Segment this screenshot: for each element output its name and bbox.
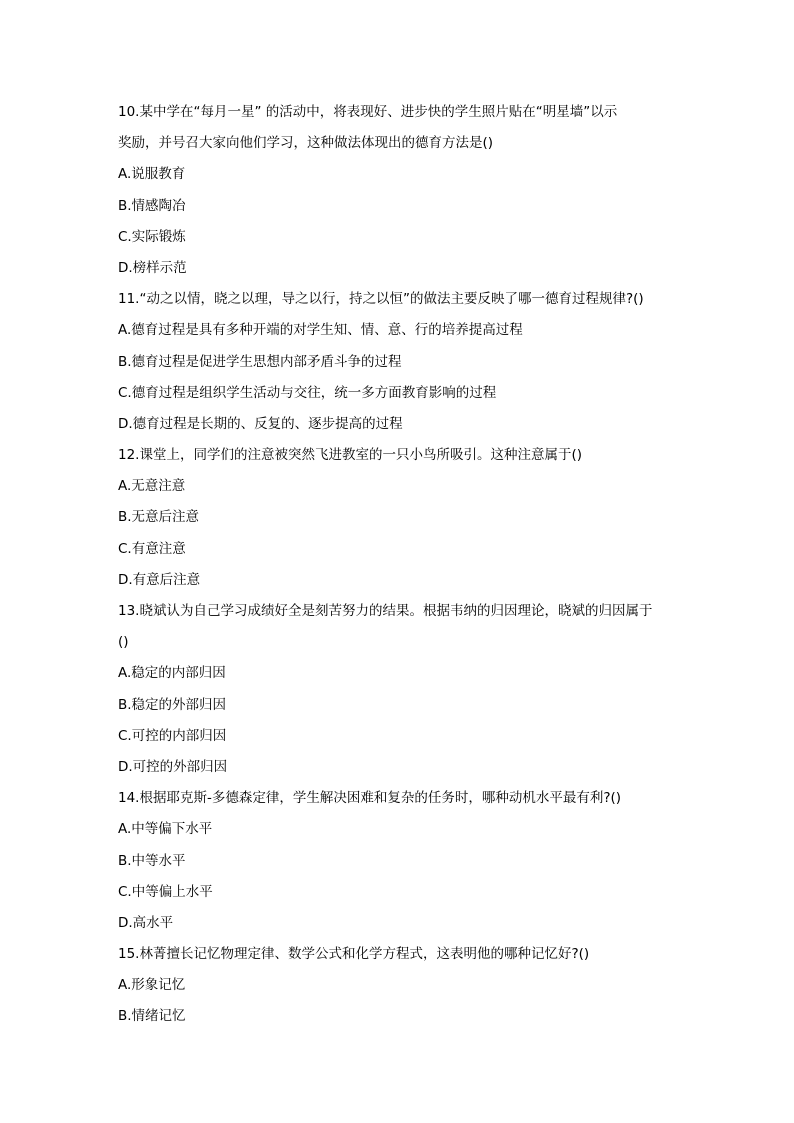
option-c: C.中等偏上水平 [118,883,213,900]
question-stem: 15.林菁擅长记忆物理定律、数学公式和化学方程式，这表明他的哪种记忆好?() [118,946,590,963]
option-a: A.德育过程是具有多种开端的对学生知、情、意、行的培养提高过程 [118,322,523,339]
question-stem: 14.根据耶克斯-多德森定律，学生解决困难和复杂的任务时，哪种动机水平最有利?() [118,790,622,807]
option-d: D.有意后注意 [118,571,201,588]
option-b: B.情绪记忆 [118,1008,186,1025]
question-10 [118,97,688,284]
option-d: D.榜样示范 [118,259,187,276]
question-stem: 13.晓斌认为自己学习成绩好全是刻苦努力的结果。根据韦纳的归因理论，晓斌的归因属于 [118,603,653,619]
option-a: A.形象记忆 [118,977,186,994]
option-d: D.高水平 [118,914,174,931]
question-stem: 奖励，并号召大家向他们学习，这种做法体现出的德育方法是() [118,135,494,152]
option-b: B.中等水平 [118,852,186,869]
question-stem: 11.“动之以情，晓之以理，导之以行，持之以恒”的做法主要反映了哪一德育过程规律?() [118,291,644,308]
option-c: C.德育过程是组织学生活动与交往，统一多方面教育影响的过程 [118,384,497,401]
option-b: B.情感陶冶 [118,197,186,214]
option-d: D.德育过程是长期的、反复的、逐步提高的过程 [118,415,403,432]
question-14 [118,783,688,939]
option-a: A.说服教育 [118,166,186,183]
option-b: B.无意后注意 [118,509,200,526]
question-12 [118,440,688,596]
option-b: B.德育过程是促进学生思想内部矛盾斗争的过程 [118,353,402,370]
option-d: D.可控的外部归因 [118,758,228,775]
question-11 [118,284,688,440]
question-stem: 12.课堂上，同学们的注意被突然飞进教室的一只小鸟所吸引。这种注意属于() [118,447,583,464]
option-c: C.可控的内部归因 [118,727,227,744]
question-stem: () [118,634,129,651]
option-a: A.中等偏下水平 [118,821,213,838]
question-stem: 10.某中学在“每月一星” 的活动中，将表现好、进步快的学生照片贴在“明星墙”以示 [118,104,618,120]
question-13 [118,596,688,783]
option-a: A.无意注意 [118,478,186,495]
option-a: A.稳定的内部归因 [118,665,226,682]
option-b: B.稳定的外部归因 [118,696,227,713]
option-c: C.实际锻炼 [118,228,186,245]
question-15 [118,939,688,1033]
document-page [118,97,688,1033]
option-c: C.有意注意 [118,540,186,557]
